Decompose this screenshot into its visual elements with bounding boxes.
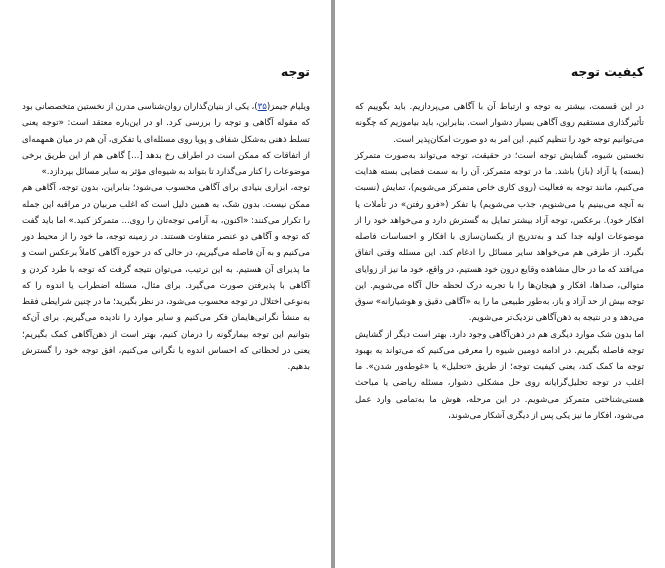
left-paragraph-2: توجه، ابزاری بنیادی برای آگاهی محسوب می‌شود؛ بنابراین، بدون توجه، آگاهی هم ممکن نیست. بدون شک، به همین دلیل است که اغلب مربیان در مراقبه این جمله را تکرار می‌کنند: «اکنون، به آرامی توجه‌تان را روی... متمرکز کنید.» اما باید گفت که توجه و آگاهی دو عنصر متفاوت هستند. در زمینه توجه، ما خود را از محیط دور می‌کنیم و به آن فاصله می‌گیریم، در حالی که در حوزه آگاهی کاملاً برعکس است و ما پذیرای آن هستیم. به این ترتیب، می‌توان نتیجه گرفت که توجه با طرد کردن و آگاهی با پذیرفتن صورت می‌گیرد. برای مثال، مسئله اضطراب یا اندوه را که به‌نوعی اختلال در توجه محسوب می‌شود، در نظر بگیرید؛ ما در چنین شرایطی فقط به منشأ نگرانی‌هایمان فکر می‌کنیم و سایر موارد را نادیده می‌گیریم. برای آن‌که بتوانیم این توجه بیمارگونه را درمان کنیم، بهتر است از ذهن‌آگاهی کمک بگیریم؛ یعنی در لحظاتی که احساس اندوه یا نگرانی می‌کنیم، افق توجه خود را گسترش بدهیم.	[22, 183, 310, 372]
left-page	[0, 0, 331, 568]
right-page-body	[355, 99, 644, 424]
footnote-reference-link[interactable]: ۳۵	[257, 102, 267, 112]
right-paragraph-2: نخستین شیوه، گشایش توجه است؛ در حقیقت، توجه می‌تواند به‌صورت متمرکز (بسته) یا آزاد (باز) باشد. ما در توجه متمرکز، آن را به سمت فضایی بسته هدایت می‌کنیم، مانند توجه به فعالیت (روی کاری خاص متمرکز می‌شویم)، تمایش (نسبت به آنچه می‌بینیم یا می‌شنویم، جذب می‌شویم) یا تفکر («فرو رفتن» در تأملات یا افکار خود). برعکس، توجه آزاد بیشتر تمایل به گسترش دارد و می‌خواهد خود را از موضوعات اولیه جدا کند و به‌تدریج از یکسان‌سازی با افکار و احساسات فاصله بگیرد. از طرفی هم می‌خواهد سایر مسائل را ادغام کند. این مسئله وقتی اتفاق می‌افتد که ما در حال مشاهده وقایع درون خود هستیم، در واقع، خود ما نیز از زوایای متوالی، صداها، افکار و هیجان‌ها را با تجربه درک لحظه حال آگاه می‌شویم. این توجه بیش از حد آزاد و باز، به‌طور طبیعی ما را به «آگاهی دقیق و هوشیارانه» سوق می‌دهد و در نتیجه به ذهن‌آگاهی نزدیک‌تر می‌شویم.	[355, 150, 644, 324]
paragraph-text-before-reference: ویلیام جیمز(	[266, 102, 310, 112]
right-paragraph-3: اما بدون شک موارد دیگری هم در ذهن‌آگاهی وجود دارد. بهتر است دیگر از گشایش توجه فاصله بگیریم. در ادامه دومین شیوه را معرفی می‌کنیم که می‌تواند به بهبود توجه ما کمک کند، یعنی کیفیت توجه؛ از طریق «تحلیل» یا «غوطه‌ور شدن». ما اغلب در توجه تحلیل‌گرایانه روی حل مشکلی دشوار، مسئله ریاضی یا مباحث هستی‌شناختی متمرکز می‌شویم. در این مرحله، هوش ما به‌تمامی وارد عمل می‌شود، افکار ما نیز یکی پس از دیگری آشکار می‌شوند،	[355, 329, 644, 421]
left-paragraph-1	[22, 99, 310, 180]
right-page-title: کیفیت توجه	[570, 64, 644, 79]
left-page-title: توجه	[280, 64, 310, 79]
right-paragraph-1: در این قسمت، بیشتر به توجه و ارتباط آن با آگاهی می‌پردازیم. باید بگوییم که تأثیرگذاری مستقیم روی آگاهی بسیار دشوار است. بنابراین، باید بیاموزیم که چگونه می‌توانیم توجه خود را تنظیم کنیم. این امر به دو صورت امکان‌پذیر است.	[355, 102, 644, 145]
paragraph-text-after-reference: )، یکی از بنیان‌گذاران روان‌شناسی مدرن از نخستین متخصصانی بود که مقوله آگاهی و توجه را بررسی کرد. او در این‌باره معتقد است: «توجه یعنی تسلط ذهنی به‌شکل شفاف و پویا روی مسئله‌ای یا تفکری، آن هم در میان همهمه‌ای از اتفاقات که ممکن است در اطراف رخ بدهد [...] گاهی هم از این طریق برخی موضوعات را کنار می‌گذارد تا بتواند به شیوه‌ای مؤثر به سایر مسائل بپردازد.»	[22, 102, 310, 177]
left-page-body	[22, 99, 310, 375]
right-page	[335, 0, 665, 568]
